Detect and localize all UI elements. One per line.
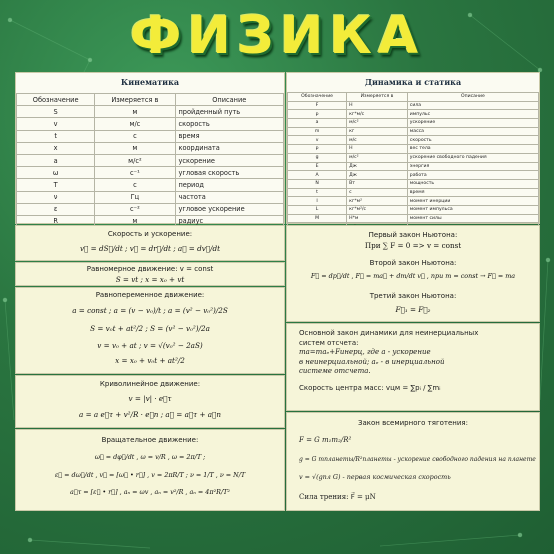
cell-symbol: t [288,188,347,197]
cell-unit: с⁻¹ [95,167,175,179]
dynamics-table [287,92,539,232]
newton2-formula: F⃗ = dp⃗/dt , F⃗ = ma⃗ + dm/dt v⃗ , при m = const → F⃗ = ma [310,272,516,280]
cell-description: угловое ускорение [175,203,284,215]
cell-symbol: I [288,197,347,206]
formula-line: v = √(gпл G) - первая космическая скорость [299,473,451,481]
cell-unit: с [95,179,175,191]
kinematics-title: Кинематика [120,77,180,87]
newton3-title: Третий закон Ньютона: [369,291,457,300]
gravity-title: Закон всемирного тяготения: [357,419,469,427]
cell-symbol: p [288,110,347,119]
speed-title: Скорость и ускорение: [107,230,193,238]
column-header: Описание [407,93,538,102]
cell-symbol: v [288,136,347,145]
table-row [288,153,539,162]
newton2-title: Второй закон Ньютона: [369,259,457,267]
cell-unit: с [347,188,408,197]
cell-unit: Вт [347,179,408,188]
cell-unit: кг*м²/с [347,205,408,214]
table-row [288,110,539,119]
column-header: Измеряется в [347,93,408,102]
table-row [288,197,539,206]
cell-description: импульс [407,110,538,119]
cell-unit: м/с [95,118,175,130]
cell-symbol: S [17,106,95,118]
formula-line: x = x₀ + v₀t + at²/2 [115,356,185,365]
law-line: в неинерциальной; aₑ - в инерциальной [299,357,445,366]
formula-line: a⃗τ = [ε⃗ • r⃗] , aₙ = ωv , aₙ = v²/R , aₙ = 4π²R/T² [70,488,230,497]
cell-unit: кг*м² [347,197,408,206]
newton-laws-panel [286,225,540,322]
mass-center-formula: Скорость центра масс: vцм = ∑pᵢ / ∑mᵢ [299,383,441,392]
cell-unit: м/с² [95,154,175,166]
table-row [288,205,539,214]
table-row [17,154,284,166]
cell-description: момент импульса [407,205,538,214]
cell-unit: м/с² [347,119,408,128]
table-row [17,191,284,203]
cell-unit: Гц [95,191,175,203]
speed-panel [15,225,285,261]
curvilinear-panel [15,375,285,428]
cell-description: масса [407,127,538,136]
cell-description: координата [175,142,284,154]
cell-description: радиус [175,215,284,227]
table-row [288,136,539,145]
column-header: Обозначение [17,94,95,106]
law-line: ma=maₑ+Fинерц, где a - ускорение [299,348,431,356]
newton3-formula: F⃗₁ = F⃗₂ [395,304,431,314]
cell-description: угловая скорость [175,167,284,179]
cell-description: частота [175,191,284,203]
column-header: Обозначение [288,93,347,102]
newton1-title: Первый закон Ньютона: [368,231,458,239]
table-row [288,145,539,154]
cell-symbol: ω [17,167,95,179]
cell-description: момент инерции [407,197,538,206]
formula-line: g = G mпланеты/R²планеты - ускорение свободного падения на планете [299,455,536,463]
rotation-title: Вращательное движение: [101,436,199,444]
cell-description: ускорение [175,154,284,166]
table-row [17,130,284,142]
curvilinear-title: Криволинейное движение: [99,380,201,388]
table-row [17,179,284,191]
cell-description: мощность [407,179,538,188]
cell-symbol: F [288,101,347,110]
dynamics-law-panel [286,323,540,411]
accelerated-panel [15,287,285,374]
cell-description: время [407,188,538,197]
cell-unit: кг [347,127,408,136]
uniform-title: Равномерное движение: v = const [86,265,214,273]
law-line: систем отсчета: [299,338,359,347]
table-row [288,188,539,197]
cell-symbol: p [288,145,347,154]
cell-description: энергия [407,162,538,171]
uniform-panel [15,262,285,286]
table-row [288,179,539,188]
table-row [288,101,539,110]
cell-symbol: M [288,214,347,223]
table-row [17,118,284,130]
column-header: Измеряется в [95,94,175,106]
table-row [288,162,539,171]
kinematics-panel [15,72,285,224]
kinematics-table [16,93,284,228]
newton1-formula: При ∑ F = 0 => v = const [364,241,462,250]
law-line: системе отсчета. [299,367,371,375]
cell-description: ускорение [407,119,538,128]
formula-line: v = v₀ + at ; v = √(v₀² − 2aS) [97,341,203,350]
table-row [17,142,284,154]
formula-line: v = |v| · e⃗τ [128,394,172,403]
cell-unit: м/с² [347,153,408,162]
table-header-row [17,94,284,106]
table-row [288,119,539,128]
cell-unit: с [95,130,175,142]
cell-symbol: L [288,205,347,214]
table-row [288,171,539,180]
cell-symbol: m [288,127,347,136]
poster-title: ФИЗИКА [129,6,425,66]
dynamics-panel [286,72,540,224]
cell-unit: с⁻² [95,203,175,215]
cell-unit: Н*м [347,214,408,223]
uniform-formula: S = vt ; x = x₀ + vt [115,275,185,284]
cell-description: момент силы [407,214,538,223]
cell-symbol: ν [17,191,95,203]
cell-unit: м/с [347,136,408,145]
cell-description: работа [407,171,538,180]
cell-description: вес тела [407,145,538,154]
cell-description: скорость [407,136,538,145]
cell-symbol: ε [17,203,95,215]
rotation-panel [15,429,285,511]
formula-line: a = a e⃗τ + v²/R · e⃗n ; a⃗ = a⃗τ + a⃗n [79,410,221,419]
table-row [288,127,539,136]
table-header-row [288,93,539,102]
cell-unit: м [95,142,175,154]
cell-description: ускорение свободного падения [407,153,538,162]
cell-symbol: T [17,179,95,191]
cell-symbol: N [288,179,347,188]
cell-description: время [175,130,284,142]
cell-symbol: g [288,153,347,162]
cell-symbol: x [17,142,95,154]
cell-symbol: A [288,171,347,180]
formula-line: a = const ; a = (v − v₀)/t ; a = (v² − v₀²)/2S [72,306,228,315]
cell-symbol: t [17,130,95,142]
cell-unit: Дж [347,171,408,180]
cell-symbol: v [17,118,95,130]
table-row [17,203,284,215]
cell-description: скорость [175,118,284,130]
cell-symbol: a [288,119,347,128]
formula-line: ε⃗ = dω⃗/dt , v⃗ = [ω⃗ • r⃗] , v = 2πR/T ; ν = 1/T , ν = N/T [54,470,246,479]
cell-unit: кг*м/с [347,110,408,119]
law-line: Основной закон динамики для неинерциальных [299,329,479,337]
friction-formula: Сила трения: F⃗ = μN [299,492,376,501]
cell-symbol: R [17,215,95,227]
cell-description: период [175,179,284,191]
dynamics-title: Динамика и статика [364,77,462,87]
cell-unit: м [95,106,175,118]
gravity-panel [286,412,540,511]
table-row [17,106,284,118]
speed-formula: v⃗ = dS⃗/dt ; v⃗ = dr⃗/dt ; a⃗ = dv⃗/dt [80,244,220,253]
cell-unit: Дж [347,162,408,171]
cell-symbol: E [288,162,347,171]
formula-line: F = G m₁m₂/R² [299,436,352,444]
cell-unit: Н [347,101,408,110]
formula-line: S = v₀t + at²/2 ; S = (v² − v₀²)/2a [90,324,210,333]
accelerated-title: Равнопеременное движение: [95,291,205,299]
cell-symbol: a [17,154,95,166]
column-header: Описание [175,94,284,106]
cell-description: пройденный путь [175,106,284,118]
cell-unit: м [95,215,175,227]
cell-unit: Н [347,145,408,154]
table-row [17,167,284,179]
formula-line: ω⃗ = dφ⃗/dt , ω = v/R , ω = 2π/T ; [94,453,206,461]
cell-description: сила [407,101,538,110]
table-row [288,214,539,223]
